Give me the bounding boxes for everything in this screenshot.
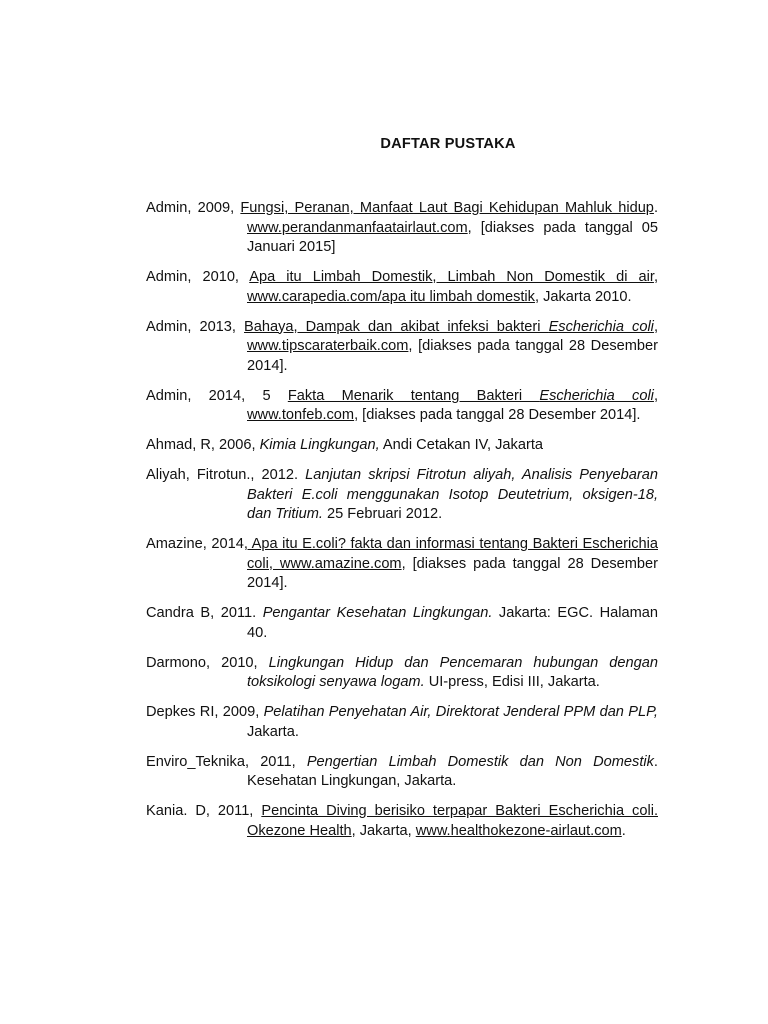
reference-text: .: [653, 200, 658, 216]
reference-entry: [146, 466, 658, 525]
reference-text: .: [621, 822, 626, 839]
reference-text: Aliyah, Fitrotun., 2012.: [146, 467, 306, 483]
reference-text: Depkes RI, 2009,: [146, 704, 264, 720]
reference-text: Admin, 2013,: [146, 318, 245, 335]
reference-text: Jakarta: EGC. Halaman 40.: [247, 605, 658, 641]
reference-link[interactable]: , Apa itu E.coli? fakta dan informasi tentang Bakteri Escherichia coli, www.amazine.com: [243, 536, 658, 572]
reference-text: , [diakses pada tanggal 28 Desember 2014].: [354, 407, 641, 423]
reference-text: Pengantar Kesehatan Lingkungan.: [262, 605, 493, 621]
reference-text: , [diakses pada tanggal 05 Januari 2015]: [247, 219, 658, 255]
reference-entry: [146, 535, 658, 594]
reference-text: Bahaya, Dampak dan akibat infeksi bakteri: [244, 318, 549, 335]
reference-text: Kimia Lingkungan,: [259, 437, 380, 453]
reference-text: Darmono, 2010,: [146, 654, 269, 671]
reference-entry: [146, 604, 658, 643]
reference-list: [146, 199, 658, 852]
reference-text: , [diakses pada tanggal 28 Desember 2014].: [247, 338, 658, 374]
reference-text: Apa itu Limbah Domestik, Limbah Non Domestik di air: [249, 269, 654, 285]
reference-text: Admin, 2014, 5: [146, 387, 288, 404]
reference-text: Enviro_Teknika, 2011,: [146, 753, 307, 770]
reference-text: . Kesehatan Lingkungan, Jakarta.: [247, 753, 658, 789]
reference-text: , [diakses pada tanggal 28 Desember 2014].: [247, 555, 658, 591]
reference-text: Fungsi, Peranan, Manfaat Laut Bagi Kehidupan Mahluk hidup: [240, 200, 654, 216]
reference-text: Escherichia coli: [548, 318, 654, 335]
reference-text: ,: [653, 387, 658, 404]
reference-text: Kania. D, 2011,: [146, 803, 262, 819]
reference-entry: [146, 387, 658, 426]
reference-text: 25 Februari 2012.: [322, 506, 443, 522]
reference-entry: [146, 802, 658, 841]
reference-text: Candra B, 2011.: [146, 605, 263, 621]
reference-text: ,: [653, 318, 658, 335]
page-title: DAFTAR PUSTAKA: [380, 136, 516, 152]
reference-text: Pencinta Diving berisiko terpapar Bakteri Escherichia coli. Okezone Health: [247, 803, 658, 839]
reference-entry: [146, 318, 658, 377]
reference-text: UI-press, Edisi III, Jakarta.: [424, 674, 600, 690]
reference-text: Andi Cetakan IV, Jakarta: [379, 437, 543, 453]
reference-entry: [146, 436, 658, 456]
reference-link[interactable]: www.tipscaraterbaik.com: [247, 338, 409, 354]
reference-text: , Jakarta,: [351, 822, 416, 839]
reference-entry: [146, 268, 658, 307]
reference-text: Admin, 2010,: [146, 269, 250, 285]
reference-link[interactable]: www.perandanmanfaatairlaut.com: [247, 219, 468, 236]
reference-entry: [146, 753, 658, 792]
reference-link[interactable]: www.carapedia.com/apa itu limbah domestik: [247, 288, 535, 305]
reference-entry: [146, 654, 658, 693]
reference-text: Admin, 2009,: [146, 200, 241, 216]
reference-text: Ahmad, R, 2006,: [146, 437, 260, 453]
reference-text: ,: [653, 269, 658, 285]
reference-text: Escherichia coli: [539, 387, 654, 404]
reference-link[interactable]: www.healthokezone-airlaut.com: [415, 822, 622, 839]
reference-text: Fakta Menarik tentang Bakteri: [287, 387, 540, 404]
reference-text: Pengertian Limbah Domestik dan Non Domestik: [306, 753, 654, 770]
reference-text: , Jakarta 2010.: [534, 288, 632, 305]
reference-entry: [146, 199, 658, 258]
reference-text: Jakarta.: [247, 723, 299, 740]
reference-text: Amazine, 2014: [146, 536, 244, 552]
reference-text: Pelatihan Penyehatan Air, Direktorat Jenderal PPM dan PLP,: [263, 704, 658, 720]
reference-text: Lingkungan Hidup dan Pencemaran hubungan dengan toksikologi senyawa logam.: [247, 654, 658, 690]
reference-link[interactable]: www.tonfeb.com: [247, 407, 355, 423]
reference-text: Lanjutan skripsi Fitrotun aliyah, Analisis Penyebaran Bakteri E.coli menggunakan Isotop Deutetrium, oksigen-18, dan Tritium.: [247, 467, 659, 522]
reference-entry: [146, 703, 658, 742]
